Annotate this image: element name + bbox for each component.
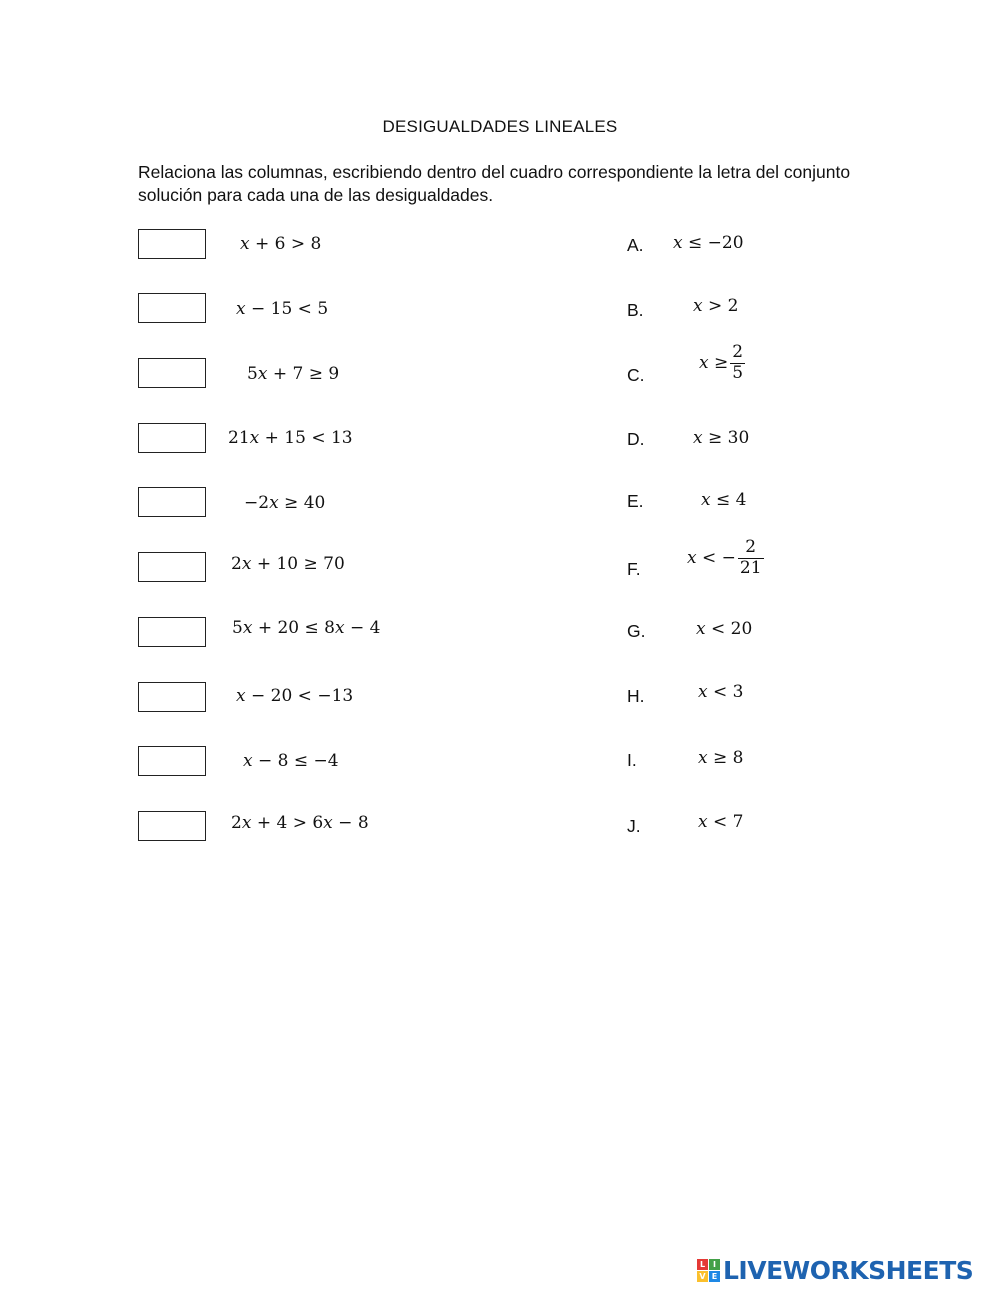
solution-letter: A. bbox=[627, 235, 644, 255]
solution-set: x ≥ 30 bbox=[693, 428, 750, 448]
inequality: 5x + 7 ≥ 9 bbox=[247, 364, 340, 384]
inequality: x − 20 < −13 bbox=[236, 686, 354, 706]
logo-mark-tile: E bbox=[709, 1271, 720, 1282]
solution-set: x ≤ −20 bbox=[673, 233, 744, 253]
inequality: x − 8 ≤ −4 bbox=[243, 751, 339, 771]
solution-letter: D. bbox=[627, 429, 645, 449]
answer-box[interactable] bbox=[138, 811, 206, 841]
inequality: −2x ≥ 40 bbox=[244, 493, 326, 513]
liveworksheets-logo bbox=[697, 1253, 973, 1287]
answer-input[interactable] bbox=[139, 618, 205, 646]
worksheet-title: DESIGUALDADES LINEALES bbox=[382, 117, 618, 136]
inequality: x + 6 > 8 bbox=[240, 234, 322, 254]
solution-set bbox=[699, 344, 745, 383]
solution-letter: I. bbox=[627, 750, 637, 770]
solution-letter: B. bbox=[627, 300, 644, 320]
fraction-denominator: 5 bbox=[732, 362, 744, 383]
answer-input[interactable] bbox=[139, 553, 205, 581]
solution-letter: J. bbox=[627, 816, 641, 836]
fraction-numerator: 2 bbox=[745, 537, 757, 557]
fraction bbox=[730, 344, 745, 383]
solution-prefix: x < − bbox=[687, 547, 736, 568]
answer-input[interactable] bbox=[139, 359, 205, 387]
solution-set bbox=[687, 539, 764, 578]
solution-letter: E. bbox=[627, 491, 644, 511]
answer-box[interactable] bbox=[138, 617, 206, 647]
logo-mark-tile: V bbox=[697, 1271, 708, 1282]
answer-input[interactable] bbox=[139, 747, 205, 775]
solution-prefix: x ≥ bbox=[699, 352, 729, 373]
inequality: 2x + 4 > 6x − 8 bbox=[231, 813, 369, 833]
answer-input[interactable] bbox=[139, 683, 205, 711]
answer-box[interactable] bbox=[138, 293, 206, 323]
answer-input[interactable] bbox=[139, 812, 205, 840]
answer-input[interactable] bbox=[139, 230, 205, 258]
logo-mark-icon bbox=[697, 1259, 720, 1282]
answer-box[interactable] bbox=[138, 487, 206, 517]
solution-set: x ≤ 4 bbox=[701, 490, 747, 510]
solution-letter: H. bbox=[627, 686, 645, 706]
answer-box[interactable] bbox=[138, 746, 206, 776]
answer-box[interactable] bbox=[138, 229, 206, 259]
solution-letter: F. bbox=[627, 559, 641, 579]
solution-letter: C. bbox=[627, 365, 645, 385]
instructions-text: Relaciona las columnas, escribiendo dentro del cuadro correspondiente la letra del conjunto solución para cada una de las desigualdades. bbox=[138, 162, 851, 205]
solution-set: x < 20 bbox=[696, 619, 753, 639]
answer-box[interactable] bbox=[138, 552, 206, 582]
fraction-numerator: 2 bbox=[732, 342, 744, 362]
fraction bbox=[738, 539, 764, 578]
logo-mark-tile: I bbox=[709, 1259, 720, 1270]
inequality: 5x + 20 ≤ 8x − 4 bbox=[232, 618, 381, 638]
solution-letter: G. bbox=[627, 621, 646, 641]
answer-box[interactable] bbox=[138, 358, 206, 388]
solution-set: x ≥ 8 bbox=[698, 748, 744, 768]
inequality: 2x + 10 ≥ 70 bbox=[231, 554, 345, 574]
answer-box[interactable] bbox=[138, 682, 206, 712]
solution-set: x < 7 bbox=[698, 812, 744, 832]
answer-input[interactable] bbox=[139, 424, 205, 452]
answer-input[interactable] bbox=[139, 488, 205, 516]
answer-box[interactable] bbox=[138, 423, 206, 453]
solution-set: x < 3 bbox=[698, 682, 744, 702]
logo-mark-tile: L bbox=[697, 1259, 708, 1270]
inequality: 21x + 15 < 13 bbox=[228, 428, 353, 448]
solution-set: x > 2 bbox=[693, 296, 739, 316]
logo-text: LIVEWORKSHEETS bbox=[723, 1255, 974, 1285]
inequality: x − 15 < 5 bbox=[236, 299, 329, 319]
answer-input[interactable] bbox=[139, 294, 205, 322]
fraction-denominator: 21 bbox=[739, 557, 762, 578]
